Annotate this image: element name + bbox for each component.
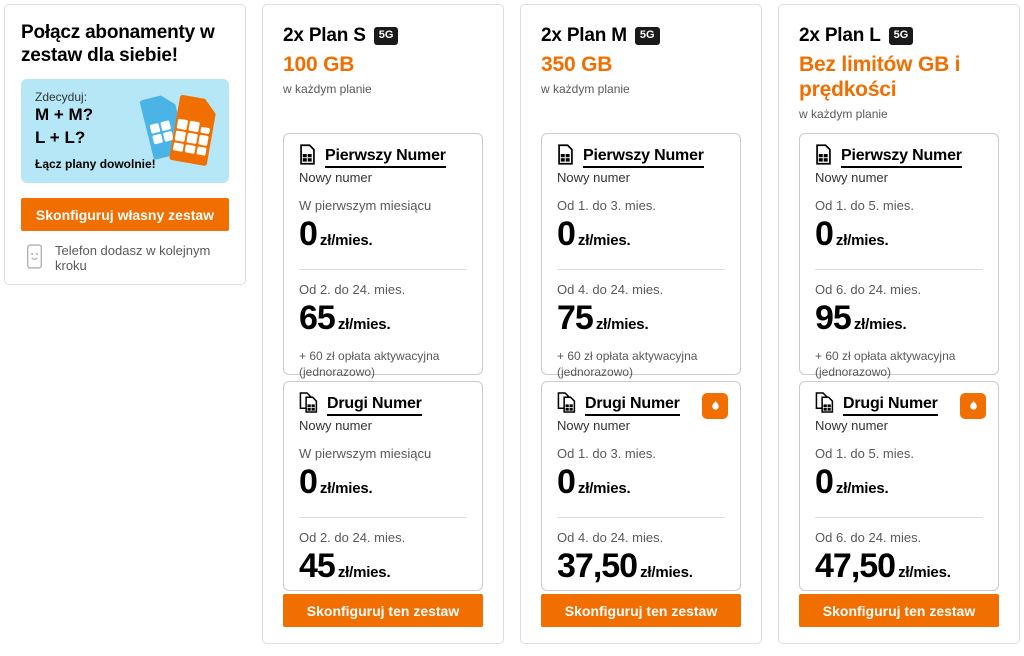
plan-data-allowance: 350 GB	[541, 53, 613, 76]
price-period-label: Od 4. do 24. mies.	[557, 530, 664, 545]
price-period-label: Od 2. do 24. mies.	[299, 530, 406, 545]
second-number-section	[799, 381, 999, 591]
divider	[557, 269, 725, 270]
plan-per-plan-note: w każdym planie	[799, 107, 888, 121]
divider	[815, 269, 983, 270]
5g-badge: 5G	[889, 27, 914, 44]
flame-icon	[709, 399, 722, 413]
price-period-label: Od 1. do 3. mies.	[557, 446, 656, 461]
price-value: 95	[815, 299, 851, 337]
plan-header	[283, 25, 483, 133]
plan-header	[541, 25, 741, 133]
price-value: 75	[557, 299, 593, 337]
promo-option-1: M + M?	[35, 105, 94, 125]
plan-name: 2x Plan M	[541, 25, 627, 46]
dual-sim-card-icon	[299, 392, 318, 418]
plan-header	[799, 25, 999, 133]
first-number-link[interactable]: Pierwszy Numer	[841, 147, 962, 168]
configure-own-set-button[interactable]: Skonfiguruj własny zestaw	[21, 198, 229, 231]
price-unit: zł/mies.	[853, 316, 907, 333]
price-unit: zł/mies.	[337, 564, 391, 581]
dual-sim-card-icon	[557, 392, 576, 418]
price-value: 37,50	[557, 547, 638, 585]
price-value: 0	[815, 215, 833, 253]
price-period-label: Od 1. do 5. mies.	[815, 198, 914, 213]
plan-card-m	[520, 4, 762, 644]
divider	[557, 517, 725, 518]
price-row	[815, 464, 983, 507]
price-row	[557, 216, 725, 259]
sim-card-icon	[299, 144, 316, 170]
number-subtitle: Nowy numer	[299, 418, 372, 433]
price-row	[815, 300, 983, 343]
first-number-link[interactable]: Pierwszy Numer	[325, 147, 446, 168]
price-period-label: W pierwszym miesiącu	[299, 198, 432, 213]
plan-name: 2x Plan S	[283, 25, 366, 46]
promo-footnote: Telefon dodasz w kolejnym kroku	[55, 243, 211, 274]
price-row	[299, 464, 467, 507]
price-period-label: Od 2. do 24. mies.	[299, 282, 406, 297]
price-row	[815, 548, 983, 591]
second-number-link[interactable]: Drugi Numer	[327, 395, 422, 416]
price-unit: zł/mies.	[898, 564, 951, 581]
hot-offer-badge	[960, 393, 986, 419]
number-subtitle: Nowy numer	[557, 418, 630, 433]
hot-offer-badge	[702, 393, 728, 419]
activation-fee-note: + 60 zł opłata aktywacyjna (jednorazowo)	[815, 349, 956, 379]
price-row	[299, 548, 467, 591]
plan-data-allowance: 100 GB	[283, 53, 355, 76]
price-period-label: Od 6. do 24. mies.	[815, 530, 922, 545]
promo-card	[4, 4, 246, 285]
5g-badge: 5G	[635, 27, 660, 44]
configure-set-button[interactable]: Skonfiguruj ten zestaw	[541, 594, 741, 627]
divider	[299, 517, 467, 518]
price-value: 0	[557, 463, 575, 501]
configure-set-button[interactable]: Skonfiguruj ten zestaw	[283, 594, 483, 627]
price-row	[557, 548, 725, 591]
activation-fee-note: + 60 zł opłata aktywacyjna (jednorazowo)	[299, 349, 440, 379]
flame-icon	[967, 399, 980, 413]
sim-card-icon	[557, 144, 574, 170]
price-period-label: Od 1. do 3. mies.	[557, 198, 656, 213]
price-unit: zł/mies.	[640, 564, 693, 581]
sim-card-icon	[815, 144, 832, 170]
5g-badge: 5G	[374, 27, 399, 44]
number-subtitle: Nowy numer	[299, 170, 372, 185]
second-number-section	[541, 381, 741, 591]
price-unit: zł/mies.	[835, 232, 889, 249]
plan-per-plan-note: w każdym planie	[283, 82, 372, 96]
promo-footnote-row	[21, 243, 229, 273]
price-value: 0	[299, 463, 317, 501]
price-row	[299, 216, 467, 259]
promo-title: Połącz abonamenty w zestaw dla siebie!	[21, 22, 215, 67]
promo-highlight-box	[21, 79, 229, 183]
price-period-label: Od 1. do 5. mies.	[815, 446, 914, 461]
plan-card-s	[262, 4, 504, 644]
price-value: 65	[299, 299, 335, 337]
plan-card-l	[778, 4, 1020, 644]
divider	[815, 517, 983, 518]
price-unit: zł/mies.	[319, 232, 373, 249]
price-row	[299, 300, 467, 343]
first-number-section	[541, 133, 741, 379]
price-row	[557, 464, 725, 507]
number-subtitle: Nowy numer	[815, 170, 888, 185]
phone-icon	[26, 243, 43, 273]
promo-decide-label: Zdecyduj:	[35, 90, 88, 105]
divider	[299, 269, 467, 270]
price-unit: zł/mies.	[577, 232, 631, 249]
second-number-link[interactable]: Drugi Numer	[843, 395, 938, 416]
promo-option-2: L + L?	[35, 128, 86, 148]
plan-per-plan-note: w każdym planie	[541, 82, 630, 96]
plan-name: 2x Plan L	[799, 25, 881, 46]
first-number-section	[799, 133, 999, 379]
activation-fee-note: + 60 zł opłata aktywacyjna (jednorazowo)	[557, 349, 698, 379]
price-unit: zł/mies.	[577, 480, 631, 497]
price-unit: zł/mies.	[835, 480, 889, 497]
number-subtitle: Nowy numer	[557, 170, 630, 185]
price-period-label: W pierwszym miesiącu	[299, 446, 432, 461]
price-row	[815, 216, 983, 259]
promo-note: Łącz plany dowolnie!	[35, 157, 156, 172]
configure-set-button[interactable]: Skonfiguruj ten zestaw	[799, 594, 999, 627]
price-period-label: Od 6. do 24. mies.	[815, 282, 922, 297]
price-value: 47,50	[815, 547, 896, 585]
price-unit: zł/mies.	[319, 480, 373, 497]
first-number-link[interactable]: Pierwszy Numer	[583, 147, 704, 168]
price-value: 0	[815, 463, 833, 501]
second-number-section	[283, 381, 483, 591]
sim-cards-graphic-icon	[127, 81, 227, 183]
second-number-link[interactable]: Drugi Numer	[585, 395, 680, 416]
number-subtitle: Nowy numer	[815, 418, 888, 433]
plan-data-allowance: Bez limitów GB i prędkości	[799, 53, 961, 101]
price-row	[557, 300, 725, 343]
price-value: 45	[299, 547, 335, 585]
dual-sim-card-icon	[815, 392, 834, 418]
price-period-label: Od 4. do 24. mies.	[557, 282, 664, 297]
first-number-section	[283, 133, 483, 379]
price-unit: zł/mies.	[337, 316, 391, 333]
price-value: 0	[299, 215, 317, 253]
price-value: 0	[557, 215, 575, 253]
price-unit: zł/mies.	[595, 316, 649, 333]
